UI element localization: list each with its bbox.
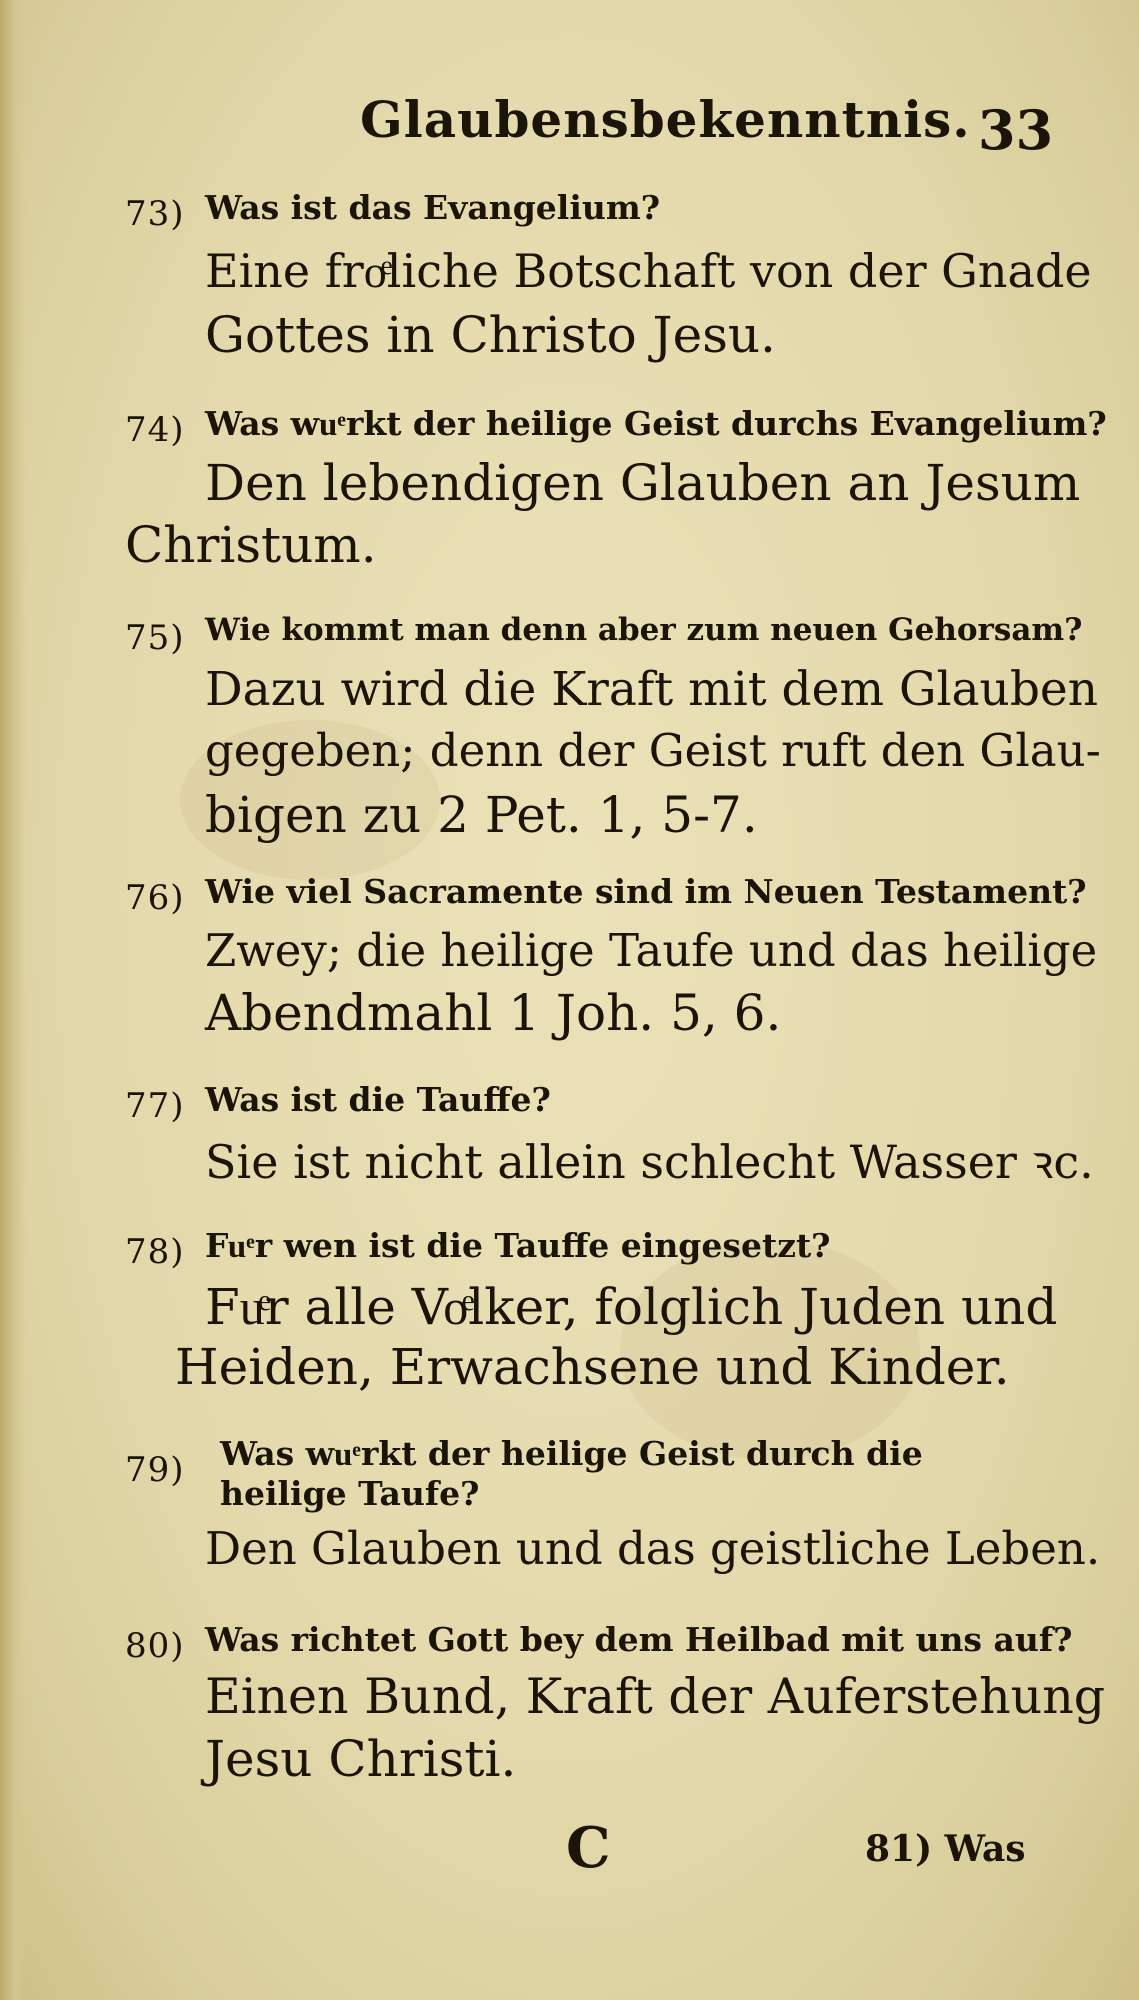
answer-line: Christum.	[125, 516, 377, 574]
item-number: 77)	[125, 1086, 185, 1126]
answer-line: Den lebendigen Glauben an Jesum	[205, 454, 1081, 512]
question-text: Was wuͤrkt der heilige Geist durch die heilige Taufe?	[220, 1434, 923, 1513]
answer-line: Einen Bund, Kraft der Auferstehung	[205, 1668, 1106, 1725]
item-number: 78)	[125, 1232, 185, 1272]
page-number: 33	[978, 98, 1054, 162]
page-gutter	[0, 0, 26, 2000]
question-text: Wie kommt man denn aber zum neuen Gehorsam?	[205, 612, 1083, 648]
printer-signature: C	[566, 1815, 611, 1881]
item-number: 80)	[125, 1626, 185, 1666]
item-number: 75)	[125, 618, 185, 658]
question-text: Fuͤr wen ist die Tauffe eingesetzt?	[205, 1226, 831, 1265]
answer-line: Heiden, Erwachsene und Kinder.	[175, 1338, 1010, 1396]
item-number: 74)	[125, 410, 185, 450]
answer-line: Zwey; die heilige Taufe und das heilige	[205, 924, 1098, 977]
question-text: Was ist die Tauffe?	[205, 1080, 551, 1119]
running-header: Glaubensbekenntnis.	[360, 90, 971, 149]
answer-line: Eine froͤliche Botschaft von der Gnade	[205, 244, 1092, 298]
item-number: 73)	[125, 194, 185, 234]
answer-line: Gottes in Christo Jesu.	[205, 306, 776, 364]
answer-line: bigen zu 2 Pet. 1, 5-7.	[205, 786, 758, 844]
question-text: Was wuͤrkt der heilige Geist durchs Evangelium?	[205, 404, 1107, 443]
answer-line: Fuͤr alle Voͤlker, folglich Juden und	[205, 1278, 1058, 1336]
question-text: Wie viel Sacramente sind im Neuen Testament?	[205, 872, 1087, 911]
answer-line: Abendmahl 1 Joh. 5, 6.	[205, 984, 782, 1042]
question-text: Was richtet Gott bey dem Heilbad mit uns auf?	[205, 1620, 1073, 1659]
answer-line: Den Glauben und das geistliche Leben.	[205, 1522, 1101, 1575]
answer-line: Sie ist nicht allein schlecht Wasser ꝛc.	[205, 1135, 1094, 1189]
catchword: 81) Was	[865, 1828, 1026, 1870]
question-text: Was ist das Evangelium?	[205, 188, 661, 227]
item-number: 79)	[125, 1450, 185, 1490]
answer-line: Jesu Christi.	[205, 1730, 517, 1788]
item-number: 76)	[125, 878, 185, 918]
answer-line: Dazu wird die Kraft mit dem Glauben	[205, 662, 1098, 717]
answer-line: gegeben; denn der Geist ruft den Glau-	[205, 724, 1101, 777]
